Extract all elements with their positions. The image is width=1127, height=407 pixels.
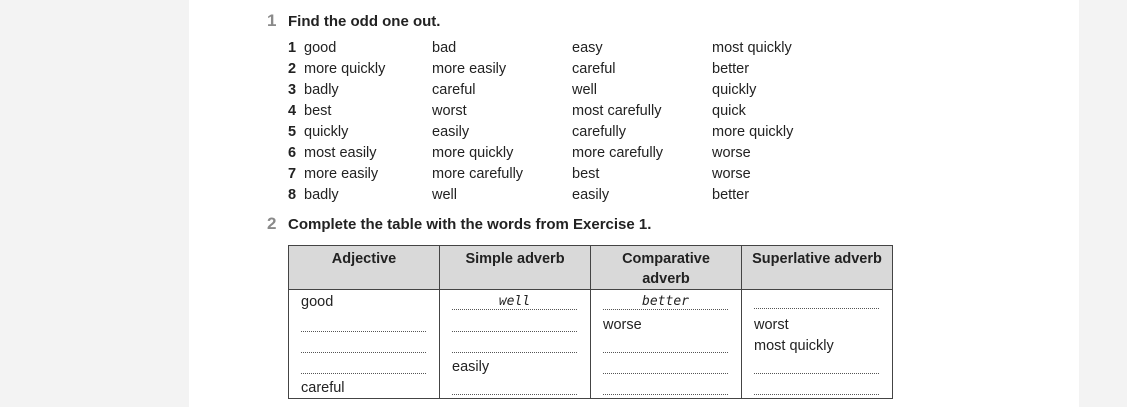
word: quick — [712, 102, 746, 119]
list-item — [288, 184, 832, 205]
table-cell: easily — [452, 358, 490, 375]
word: better — [712, 60, 750, 77]
exercise-1-title: Find the odd one out. — [288, 13, 441, 30]
item-number: 6 — [288, 144, 297, 161]
word: quickly — [712, 81, 757, 98]
answer-blank[interactable] — [452, 339, 577, 353]
column-header-comparative-adverb — [591, 246, 742, 290]
word: better — [712, 186, 750, 203]
item-number: 3 — [288, 81, 297, 98]
column-header-superlative-adverb: Superlative adverb — [742, 246, 893, 290]
list-item — [288, 121, 832, 142]
item-number: 2 — [288, 60, 297, 77]
word: more easily — [304, 165, 379, 182]
example-answer: better — [603, 294, 728, 310]
answer-blank[interactable] — [754, 295, 879, 309]
word: more quickly — [712, 123, 794, 140]
table-row — [289, 290, 893, 399]
word: worst — [432, 102, 467, 119]
table-cell: careful — [301, 379, 345, 396]
list-item — [288, 100, 832, 121]
adverb-table — [288, 245, 893, 399]
word: easily — [572, 186, 610, 203]
answer-blank[interactable] — [754, 381, 879, 395]
table-header-row — [289, 246, 893, 290]
word: good — [304, 39, 337, 56]
exercise-2-number: 2 — [267, 214, 277, 233]
list-item — [288, 58, 832, 79]
answer-blank[interactable] — [301, 360, 426, 374]
item-number: 8 — [288, 186, 297, 203]
word: well — [572, 81, 597, 98]
word: carefully — [572, 123, 626, 140]
header-line: adverb — [642, 271, 690, 287]
item-number: 7 — [288, 165, 297, 182]
exercise-2-heading — [267, 214, 651, 234]
exercise-1-heading — [267, 11, 440, 31]
word: careful — [572, 60, 616, 77]
word: more easily — [432, 60, 507, 77]
answer-blank[interactable] — [754, 360, 879, 374]
word: easy — [572, 39, 603, 56]
table-cell: most quickly — [754, 337, 834, 354]
answer-blank[interactable] — [452, 318, 577, 332]
list-item — [288, 163, 832, 184]
word: most quickly — [712, 39, 792, 56]
answer-blank[interactable] — [603, 381, 728, 395]
word: bad — [432, 39, 457, 56]
header-line: Comparative — [622, 251, 710, 267]
column-header-simple-adverb: Simple adverb — [440, 246, 591, 290]
word: more quickly — [432, 144, 514, 161]
word: badly — [304, 81, 339, 98]
list-item — [288, 79, 832, 100]
answer-blank[interactable] — [603, 339, 728, 353]
simple-adverb-column — [440, 290, 591, 399]
list-item — [288, 37, 832, 58]
table-cell: worst — [754, 316, 789, 333]
word: more carefully — [572, 144, 664, 161]
list-item — [288, 142, 832, 163]
item-number: 4 — [288, 102, 297, 119]
adjective-column — [289, 290, 440, 399]
superlative-adverb-column — [742, 290, 893, 399]
item-number: 1 — [288, 39, 297, 56]
word: worse — [712, 144, 751, 161]
column-header-adjective: Adjective — [289, 246, 440, 290]
word: badly — [304, 186, 339, 203]
example-answer: well — [452, 294, 577, 310]
word: quickly — [304, 123, 349, 140]
word: easily — [432, 123, 470, 140]
table-cell: worse — [603, 316, 642, 333]
odd-one-out-list — [288, 37, 832, 205]
table-cell: good — [301, 294, 334, 310]
word: well — [432, 186, 457, 203]
answer-blank[interactable] — [301, 339, 426, 353]
word: most easily — [304, 144, 377, 161]
answer-blank[interactable] — [301, 318, 426, 332]
answer-blank[interactable] — [452, 381, 577, 395]
answer-blank[interactable] — [603, 360, 728, 374]
word: more quickly — [304, 60, 386, 77]
word: most carefully — [572, 102, 662, 119]
exercise-1-number: 1 — [267, 11, 277, 30]
word: worse — [712, 165, 751, 182]
word: best — [304, 102, 332, 119]
item-number: 5 — [288, 123, 297, 140]
comparative-adverb-column — [591, 290, 742, 399]
word: careful — [432, 81, 476, 98]
word: more carefully — [432, 165, 524, 182]
exercise-2-title: Complete the table with the words from Exercise 1. — [288, 216, 652, 233]
word: best — [572, 165, 600, 182]
